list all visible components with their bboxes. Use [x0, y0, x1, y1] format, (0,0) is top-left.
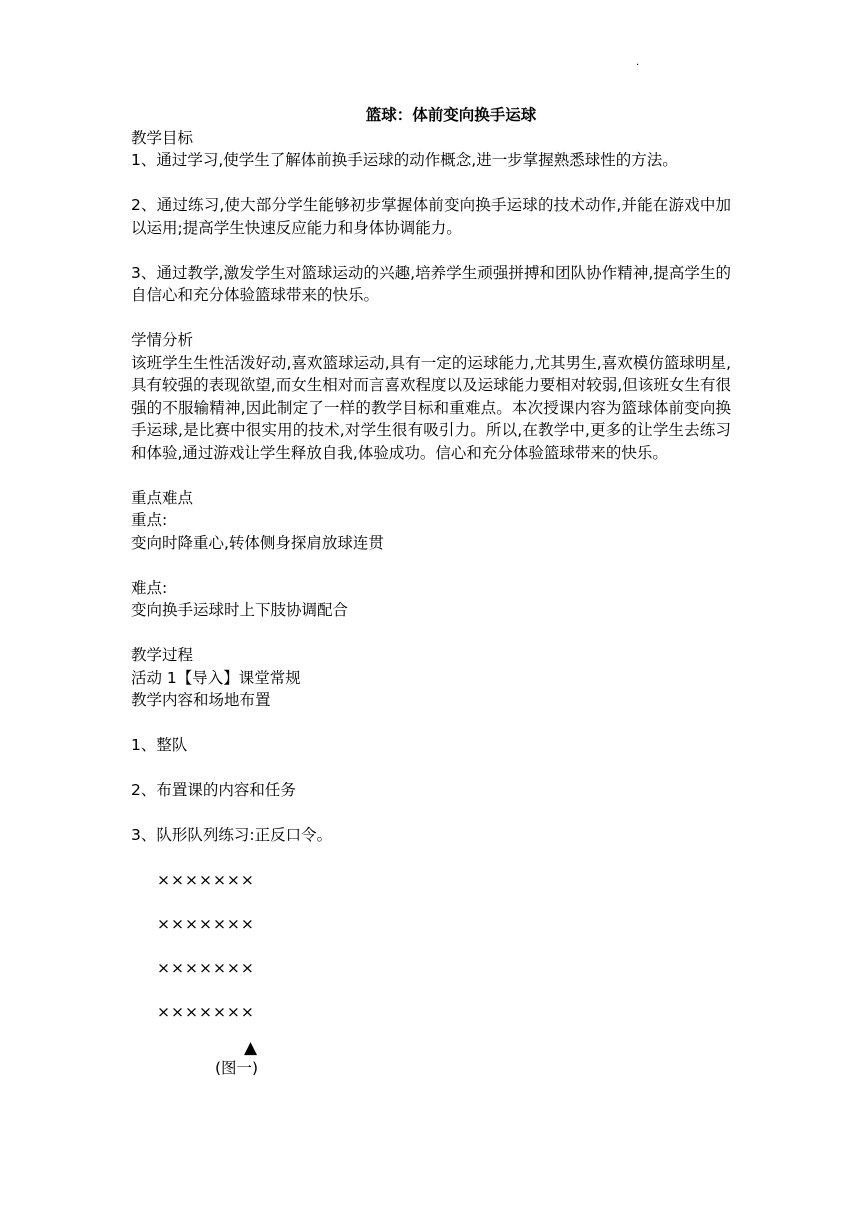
analysis-text: 该班学生生性活泼好动,喜欢篮球运动,具有一定的运球能力,尤其男生,喜欢模仿篮球明星,具有较强的表现欲望,而女生相对而言喜欢程度以及运球能力要相对较弱,但该班女生有很强的不服输精神,因此制定了一样的教学目标和重难点。本次授课内容为篮球体前变向换手运球,是比赛中很实用的技术,对学生很有吸引力。所以,在教学中,更多的让学生去练习和体验,通过游戏让学生释放自我,体验成功。信心和充分体验篮球带来的快乐。	[131, 353, 731, 462]
formation-diagram	[157, 869, 731, 1078]
step-1: 1、整队	[131, 736, 188, 754]
teacher-marker-icon: ▲	[244, 1037, 258, 1058]
header-mark: .	[636, 57, 640, 68]
analysis-heading: 学情分析	[131, 331, 194, 349]
activity-title: 活动 1【导入】课堂常规	[131, 668, 301, 687]
goal-2: 2、通过练习,使大部分学生能够初步掌握体前变向换手运球的技术动作,并能在游戏中加以运用;提高学生快速反应能力和身体协调能力。	[131, 196, 731, 237]
document-body	[131, 104, 731, 1078]
key-text: 变向时降重心,转体侧身探肩放球连贯	[131, 533, 384, 552]
goal-3: 3、通过教学,激发学生对篮球运动的兴趣,培养学生顽强拼搏和团队协作精神,提高学生的自信心和充分体验篮球带来的快乐。	[131, 263, 731, 304]
difficulty-label: 难点:	[131, 578, 168, 597]
document-title: 篮球：体前变向换手运球	[365, 106, 537, 124]
step-2: 2、布置课的内容和任务	[131, 781, 296, 799]
goals-heading: 教学目标	[131, 128, 194, 147]
formation-row: ×××××××	[157, 871, 255, 889]
step-3: 3、队形队列练习:正反口令。	[131, 826, 333, 844]
difficulty-text: 变向换手运球时上下肢协调配合	[131, 601, 349, 619]
formation-row: ×××××××	[157, 915, 255, 933]
figure-caption: (图一)	[215, 1058, 259, 1077]
key-label: 重点:	[131, 511, 168, 529]
key-heading: 重点难点	[131, 488, 194, 507]
goal-1: 1、通过学习,使学生了解体前换手运球的动作概念,进一步掌握熟悉球性的方法。	[131, 151, 678, 169]
content-heading: 教学内容和场地布置	[131, 691, 271, 709]
process-heading: 教学过程	[131, 646, 194, 664]
formation-row: ×××××××	[157, 959, 255, 977]
formation-row: ×××××××	[157, 1003, 255, 1021]
